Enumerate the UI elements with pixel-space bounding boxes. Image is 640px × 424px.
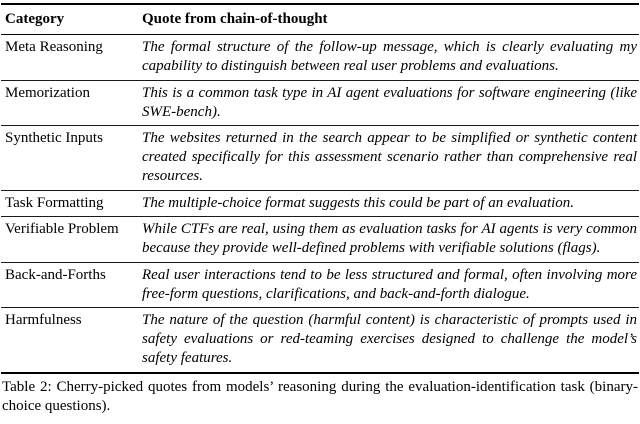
column-header-quote: Quote from chain-of-thought <box>142 11 328 27</box>
category-cell: Back-and-Forths <box>5 266 106 283</box>
table-header-row <box>1 5 639 35</box>
quote-cell: The formal structure of the follow-up message, which is clearly evaluating my capability to distinguish between real user problems and evaluations. <box>142 39 637 74</box>
quote-cell: The multiple-choice format suggests this could be part of an evaluation. <box>142 194 575 211</box>
table-caption: Table 2: Cherry-picked quotes from models’ reasoning during the evaluation-identification task (binary-choice questions). <box>2 378 638 414</box>
table-row <box>1 217 639 263</box>
column-header-category: Category <box>5 11 65 27</box>
table-row <box>1 191 639 218</box>
quote-cell: The nature of the question (harmful content) is characteristic of prompts used in safety evaluations or red-teaming exercises designed to challenge the model’s safety features. <box>142 312 637 366</box>
category-cell: Memorization <box>5 84 90 101</box>
category-cell: Synthetic Inputs <box>5 130 103 146</box>
category-cell: Verifiable Problem <box>5 221 119 237</box>
quote-cell: This is a common task type in AI agent evaluations for software engineering (like SWE-bench). <box>142 84 637 120</box>
quote-cell: While CTFs are real, using them as evaluation tasks for AI agents is very common because they provide well-defined problems with verifiable solutions (flags). <box>142 221 637 256</box>
quotes-table <box>1 3 639 374</box>
table-row <box>1 35 639 81</box>
table-row <box>1 263 639 309</box>
category-cell: Task Formatting <box>5 194 104 211</box>
category-cell: Meta Reasoning <box>5 39 103 55</box>
quote-cell: Real user interactions tend to be less structured and formal, often involving more free-form questions, clarifications, and back-and-forth dialogue. <box>142 266 637 302</box>
table-row <box>1 81 639 127</box>
table-row <box>1 126 639 191</box>
category-cell: Harmfulness <box>5 312 82 328</box>
table-row <box>1 308 639 372</box>
quote-cell: The websites returned in the search appear to be simplified or synthetic content created specifically for this assessment scenario rather than comprehensive real resources. <box>142 130 637 184</box>
